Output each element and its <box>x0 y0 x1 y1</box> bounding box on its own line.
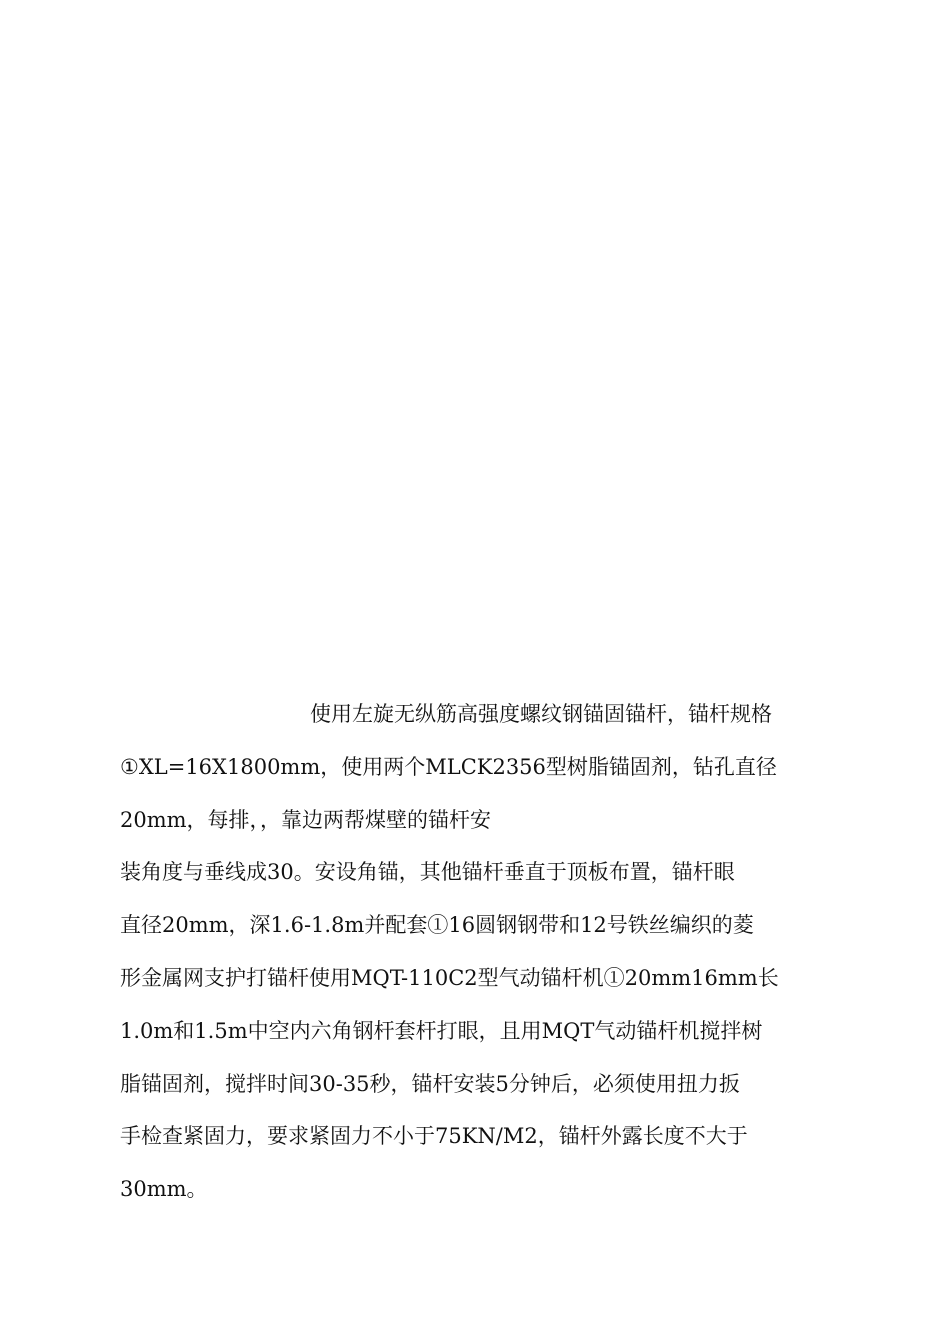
paragraph-line-8: 脂锚固剂，搅拌时间30-35秒，锚杆安装5分钟后，必须使用扭力扳 <box>120 1072 740 1096</box>
paragraph-line-5: 直径20mm，深1.6-1.8m并配套①16圆钢钢带和12号铁丝编织的菱 <box>120 913 754 937</box>
paragraph-line-6: 形金属网支护打锚杆使用MQT-110C2型气动锚杆机①20mm16mm长 <box>120 966 779 990</box>
paragraph-line-10: 30mm。 <box>120 1177 208 1201</box>
paragraph-line-3: 20mm，每排，，靠边两帮煤壁的锚杆安 <box>120 808 492 832</box>
paragraph-line-9: 手检查紧固力，要求紧固力不小于75KN/M2，锚杆外露长度不大于 <box>120 1124 748 1148</box>
paragraph-line-7: 1.0m和1.5m中空内六角钢杆套杆打眼，且用MQT气动锚杆机搅拌树 <box>120 1019 763 1043</box>
paragraph-line-1: 使用左旋无纵筋高强度螺纹钢锚固锚杆，锚杆规格 <box>310 702 772 726</box>
paragraph-line-2: ①XL=16X1800mm，使用两个MLCK2356型树脂锚固剂，钻孔直径 <box>120 755 777 779</box>
paragraph-line-4: 装角度与垂线成30。安设角锚，其他锚杆垂直于顶板布置，锚杆眼 <box>120 860 735 884</box>
